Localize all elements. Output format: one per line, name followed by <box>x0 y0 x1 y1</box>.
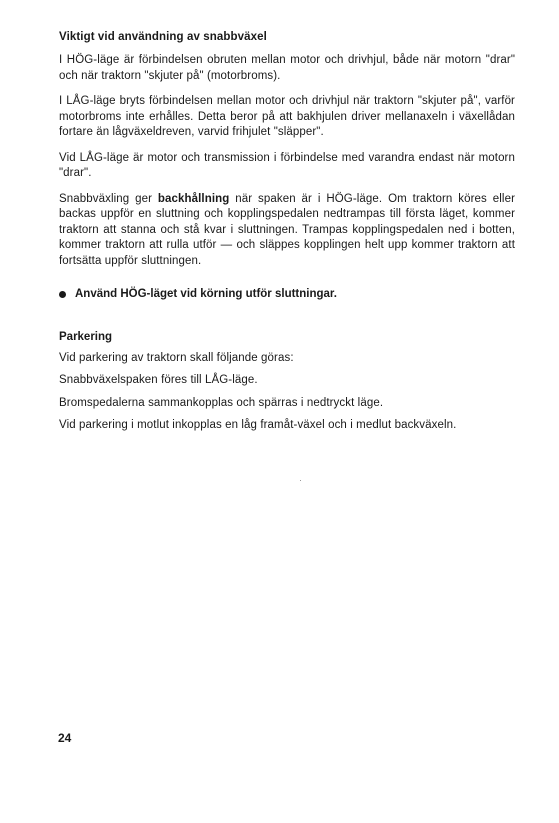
bullet-dot-icon <box>59 291 66 298</box>
bullet-note-text: Använd HÖG-läget vid körning utför sluttningar. <box>75 288 337 300</box>
paragraph-lag-lage: I LÅG-läge bryts förbindelsen mellan motor och drivhjul när traktorn "skjuter på", varför motorbroms inte erhålles. Detta beror på att bakhjulen driver mellanaxeln i växellådan fortare än lågväxeldreven, varvid frihjulet "släpper". <box>59 95 515 138</box>
parkering-line: Snabbväxelspaken föres till LÅG-läge. <box>59 374 258 386</box>
parkering-line: Bromspedalerna sammankopplas och spärras i nedtryckt läge. <box>59 396 384 409</box>
page-number: 24 <box>58 731 72 745</box>
bullet-note <box>59 287 515 303</box>
paragraph-backhallning <box>59 192 515 270</box>
page-content <box>59 29 515 441</box>
parkering-line: Vid parkering i motlut inkopplas en låg framåt-växel och i medlut backväxeln. <box>59 419 457 431</box>
section-heading-snabbvaxel: Viktigt vid användning av snabbväxel <box>59 31 267 43</box>
backhallning-intro: Snabbväxling ger <box>59 192 158 205</box>
section-heading-parkering: Parkering <box>59 330 113 343</box>
backhallning-term: backhållning <box>157 192 230 205</box>
paragraph-lag-lage-drar: Vid LÅG-läge är motor och transmission i förbindelse med varandra endast när motorn "drar". <box>59 151 515 179</box>
paragraph-hog-lage: I HÖG-läge är förbindelsen obruten mellan motor och drivhjul, både när motorn "drar" och när traktorn "skjuter på" (motorbroms). <box>59 54 515 82</box>
scan-speck <box>300 480 301 481</box>
parkering-line: Vid parkering av traktorn skall följande göras: <box>59 351 294 364</box>
backhallning-body: när spaken är i HÖG-läge. Om traktorn köres eller backas uppför en sluttning och kopplingspedalen nedtrampas till första läget, kommer traktorn att stanna och stå kvar i sluttningen. Trampas kopplingspedalen ned i botten, kommer traktorn att rulla utför — och släppes kopplingen helt upp kommer traktorn att fortsätta uppför sluttningen. <box>59 192 515 267</box>
